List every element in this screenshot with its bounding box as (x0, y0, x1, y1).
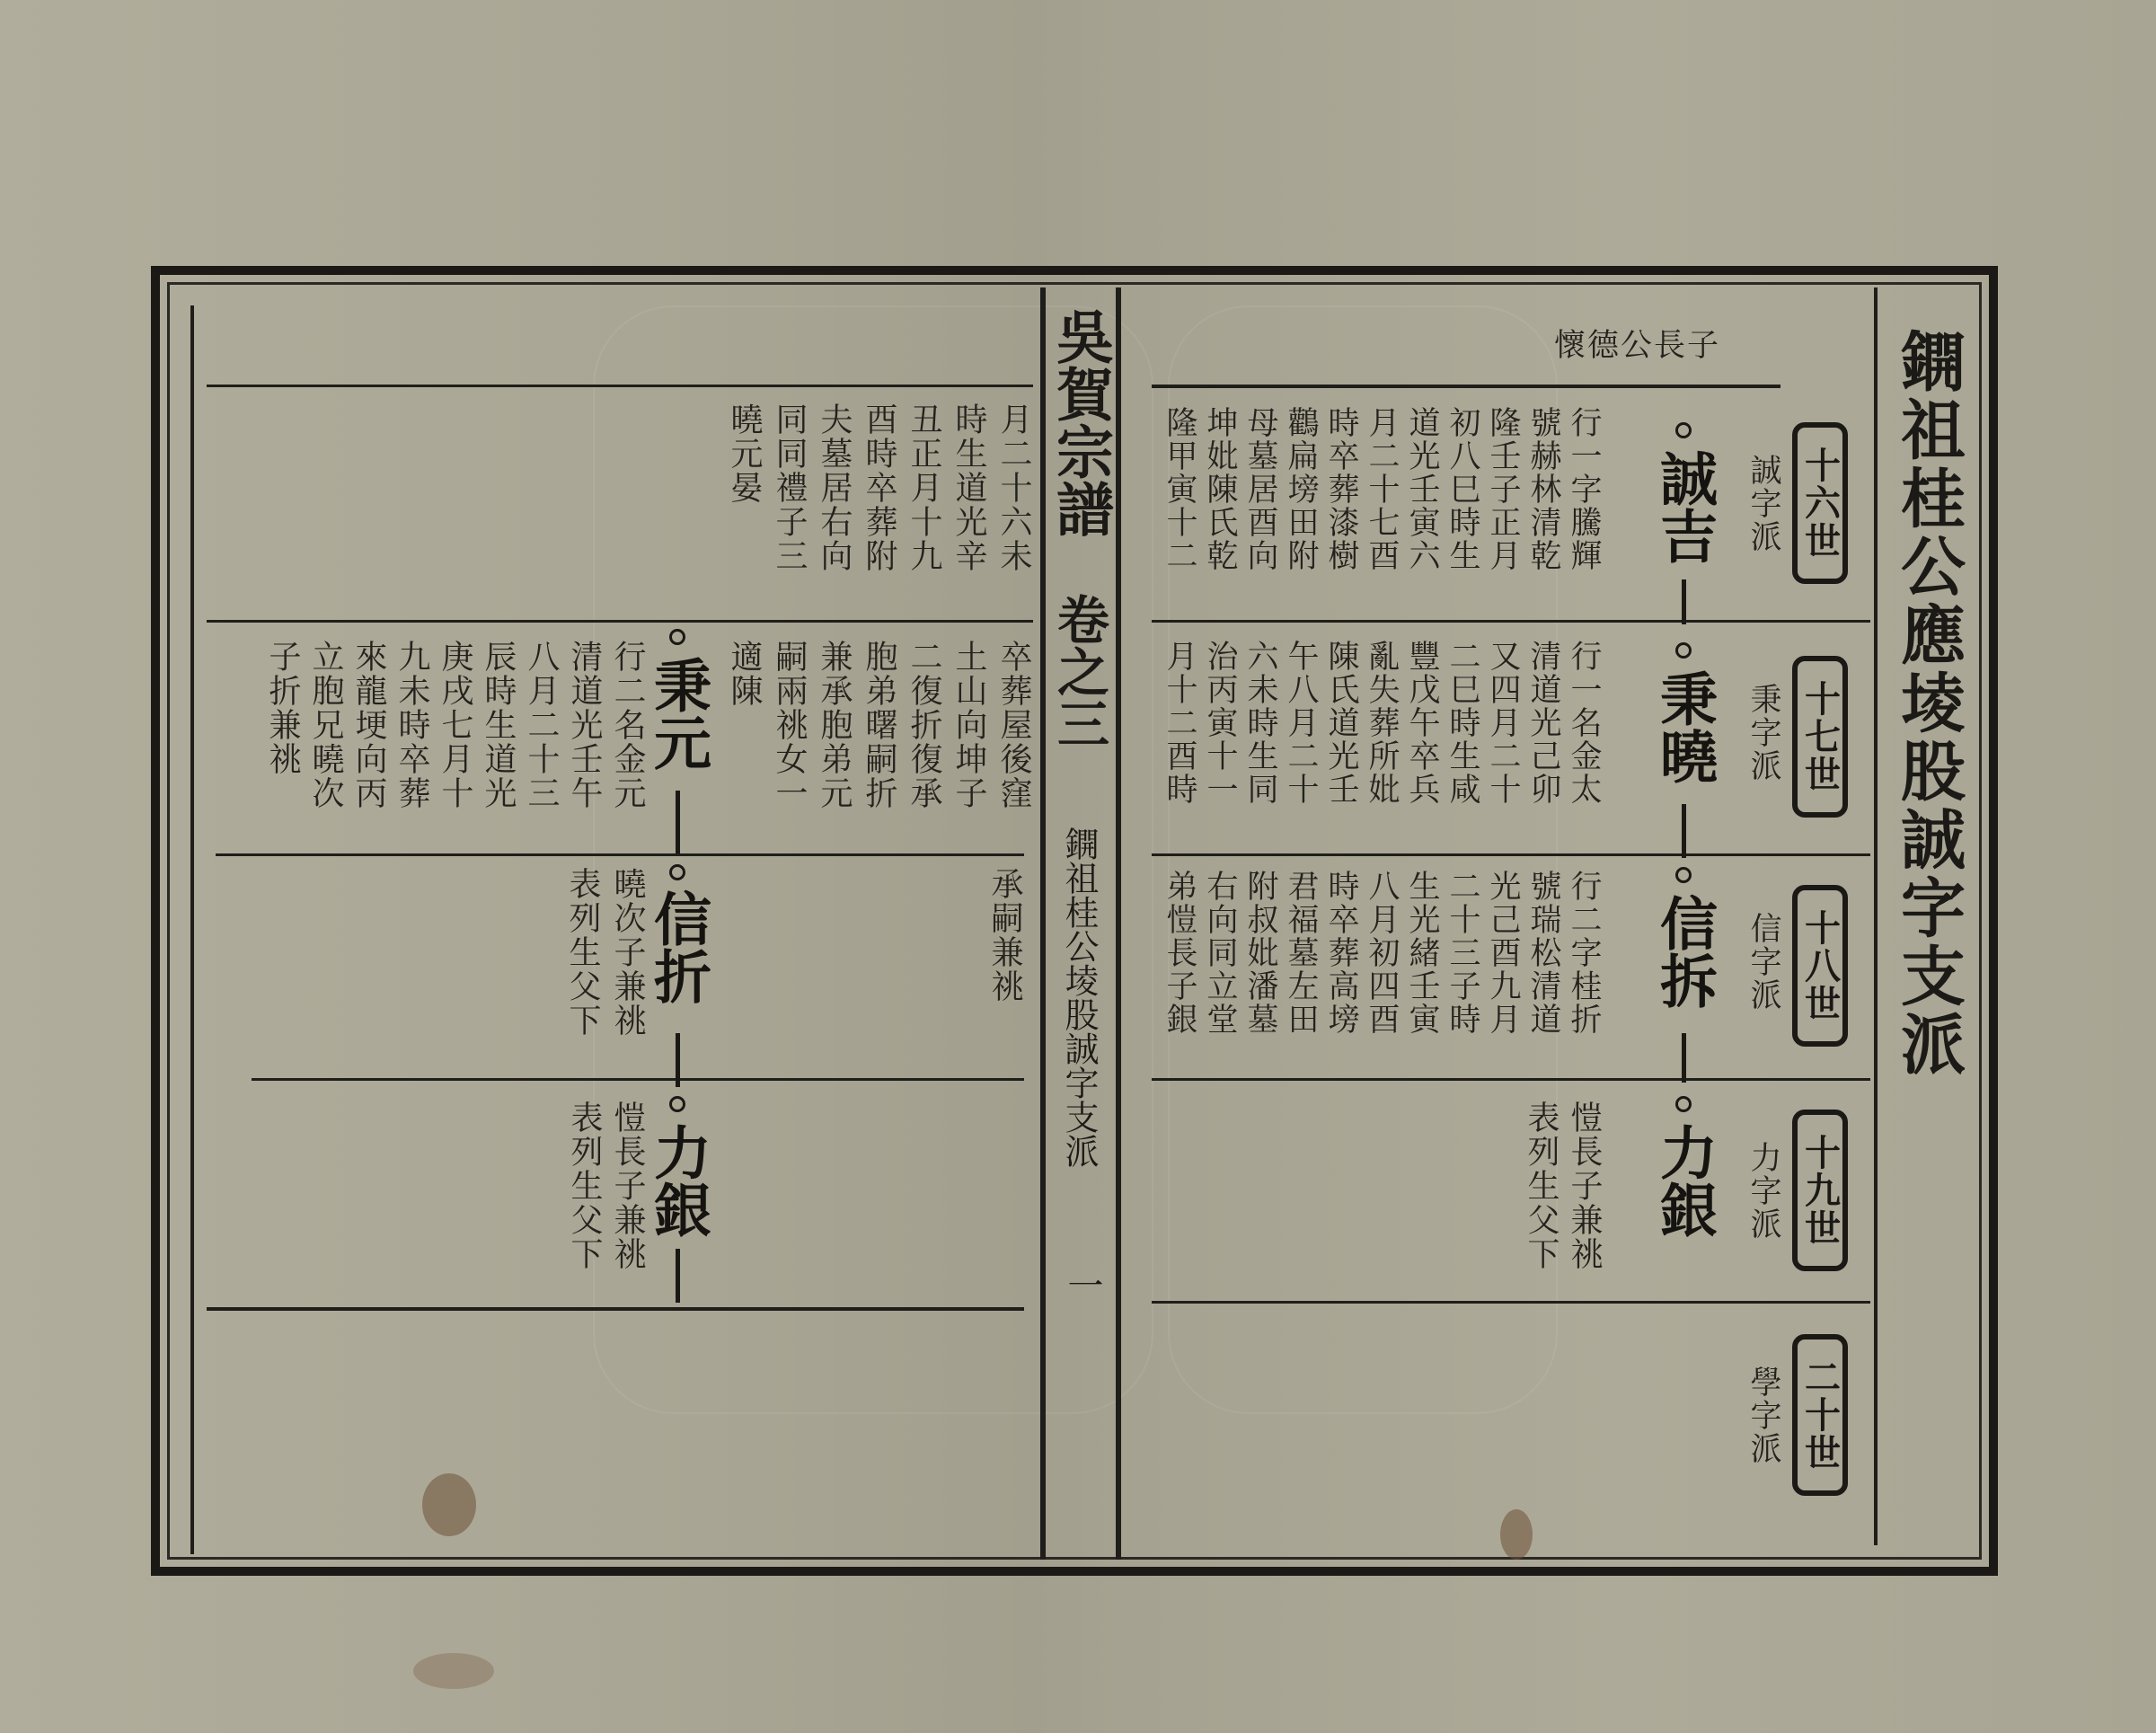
biography-column: 同同禮子三 (771, 402, 808, 573)
generation-box: 十七世 (1792, 656, 1848, 818)
biography-column: 六未時生同 (1242, 640, 1278, 806)
biography-column: 月十二酉時 (1162, 640, 1197, 806)
page-main-title: 鐦祖桂公應堎股誠字支派 (1890, 328, 1966, 1079)
biography-column: 土山向坤子 (950, 640, 987, 810)
person-name: 力銀 (644, 1123, 711, 1238)
biography-column: 二復折復承 (906, 640, 942, 810)
biography-column: 光己酉九月 (1485, 870, 1521, 1036)
paper-stain (413, 1653, 494, 1689)
person-name: 信拆 (1650, 894, 1718, 1009)
biography-column: 清道光己卯 (1525, 640, 1561, 806)
biography-column: 九未時卒葬 (393, 640, 430, 810)
biography-column: 夫墓居右向 (816, 402, 853, 573)
biography-column: 隆甲寅十二 (1162, 406, 1197, 572)
biography-column: 子折兼祧 (264, 640, 301, 776)
paper-stain (422, 1473, 476, 1536)
header-note: 懷德公長子 (1554, 328, 1721, 364)
branch-label: 信字派 (1745, 912, 1781, 1012)
gutter-subtitle: 鐦祖桂公堎股誠字支派 (1059, 827, 1099, 1168)
biography-column: 午八月二十 (1283, 640, 1319, 806)
section-rule (1152, 853, 1870, 856)
biography-column: 辰時生道光 (480, 640, 517, 810)
biography-column: 隆壬子正月 (1485, 406, 1521, 572)
biography-column: 行一名金太 (1566, 640, 1602, 806)
biography-column: 號瑞松清道 (1525, 870, 1561, 1036)
branch-label: 力字派 (1745, 1141, 1781, 1241)
person-name: 誠吉 (1650, 449, 1718, 564)
biography-column: 坤妣陳氏乾 (1202, 406, 1238, 572)
biography-column: 月二十六未 (995, 402, 1032, 573)
biography-column: 行一字騰輝 (1566, 406, 1602, 572)
biography-column: 行二字桂折 (1566, 870, 1602, 1036)
biography-column: 二巳時生咸 (1445, 640, 1480, 806)
section-rule (1152, 1078, 1870, 1081)
lineage-line (676, 791, 680, 853)
volume-label: 卷之三 (1048, 593, 1109, 749)
page-number: 一 (1062, 1267, 1103, 1303)
biography-column: 愷長子兼祧 (609, 1101, 646, 1271)
biography-column: 行二名金元 (609, 640, 646, 810)
generation-box: 十八世 (1792, 885, 1848, 1047)
biography-column: 表列生父下 (564, 867, 601, 1038)
biography-column: 陳氏道光壬 (1323, 640, 1359, 806)
biography-column: 胞弟曙嗣折 (861, 640, 897, 810)
section-rule (207, 620, 1033, 623)
lineage-line (676, 1249, 680, 1303)
lineage-line (1682, 1033, 1686, 1083)
lineage-dot (669, 864, 685, 880)
biography-column: 曉次子兼祧 (609, 867, 646, 1038)
biography-column: 鸛扁塝田附 (1283, 406, 1319, 572)
lineage-dot (1675, 422, 1692, 438)
biography-column: 清道光壬午 (566, 640, 603, 810)
biography-column: 丑正月十九 (906, 402, 942, 573)
biography-column: 兼承胞弟元 (816, 640, 853, 810)
lineage-dot (669, 629, 685, 645)
biography-column: 表列生父下 (566, 1101, 603, 1271)
biography-column: 右向同立堂 (1202, 870, 1238, 1036)
lineage-dot (669, 1096, 685, 1112)
biography-column: 八月初四酉 (1364, 870, 1400, 1036)
biography-column: 承嗣兼祧 (986, 867, 1023, 1004)
biography-column: 號赫林清乾 (1525, 406, 1561, 572)
title-column-rule (1874, 287, 1878, 1545)
biography-column: 時卒葬高塝 (1323, 870, 1359, 1036)
biography-column: 卒葬屋後窪 (995, 640, 1032, 810)
biography-column: 月二十七酉 (1364, 406, 1400, 572)
biography-column: 治丙寅十一 (1202, 640, 1238, 806)
lineage-dot (1675, 1096, 1692, 1112)
biography-column: 初八巳時生 (1445, 406, 1480, 572)
gutter-rule-left (1040, 287, 1046, 1560)
gutter-rule-right (1116, 287, 1121, 1560)
biography-column: 來龍埂向丙 (350, 640, 387, 810)
branch-label: 秉字派 (1745, 683, 1781, 783)
biography-column: 亂失葬所妣 (1364, 640, 1400, 806)
biography-column: 生光緒壬寅 (1404, 870, 1440, 1036)
lineage-line (1682, 579, 1686, 624)
header-rule (1152, 385, 1780, 388)
left-margin-rule (190, 305, 194, 1554)
branch-label: 誠字派 (1745, 454, 1781, 553)
biography-column: 母墓居酉向 (1242, 406, 1278, 572)
lineage-line (1682, 804, 1686, 858)
section-rule (1152, 1301, 1870, 1304)
biography-column: 表列生父下 (1523, 1101, 1560, 1271)
biography-column: 曉元晏 (726, 402, 763, 505)
branch-label: 學字派 (1745, 1366, 1781, 1465)
section-rule (252, 1078, 1024, 1081)
lineage-dot (1675, 867, 1692, 883)
lineage-line (676, 1033, 680, 1087)
biography-column: 嗣兩祧女一 (771, 640, 808, 810)
person-name: 力銀 (1650, 1123, 1718, 1238)
paper-stain (1500, 1509, 1533, 1560)
book-title: 吳賀宗譜 (1047, 307, 1114, 537)
lineage-dot (1675, 642, 1692, 659)
biography-column: 時卒葬漆樹 (1323, 406, 1359, 572)
biography-column: 又四月二十 (1485, 640, 1521, 806)
biography-column: 愷長子兼祧 (1566, 1101, 1603, 1271)
biography-column: 弟愷長子銀 (1162, 870, 1197, 1036)
biography-column: 適陳 (726, 640, 763, 708)
biography-column: 附叔妣潘墓 (1242, 870, 1278, 1036)
person-name: 信折 (644, 889, 711, 1004)
biography-column: 道光壬寅六 (1404, 406, 1440, 572)
biography-column: 酉時卒葬附 (861, 402, 897, 573)
generation-box: 十六世 (1792, 422, 1848, 584)
biography-column: 時生道光辛 (950, 402, 987, 573)
biography-column: 庚戌七月十 (437, 640, 473, 810)
biography-column: 立胞兄曉次 (307, 640, 344, 810)
biography-column: 豐戊午卒兵 (1404, 640, 1440, 806)
person-name: 秉曉 (1650, 669, 1718, 784)
section-rule (207, 385, 1033, 387)
generation-box: 十九世 (1792, 1110, 1848, 1271)
generation-box: 二十世 (1792, 1334, 1848, 1496)
person-name: 秉元 (644, 656, 711, 771)
section-rule (1152, 620, 1870, 623)
biography-column: 二十三子時 (1445, 870, 1480, 1036)
section-rule (207, 1307, 1024, 1311)
biography-column: 君福墓左田 (1283, 870, 1319, 1036)
biography-column: 八月二十三 (523, 640, 560, 810)
section-rule (216, 853, 1024, 856)
